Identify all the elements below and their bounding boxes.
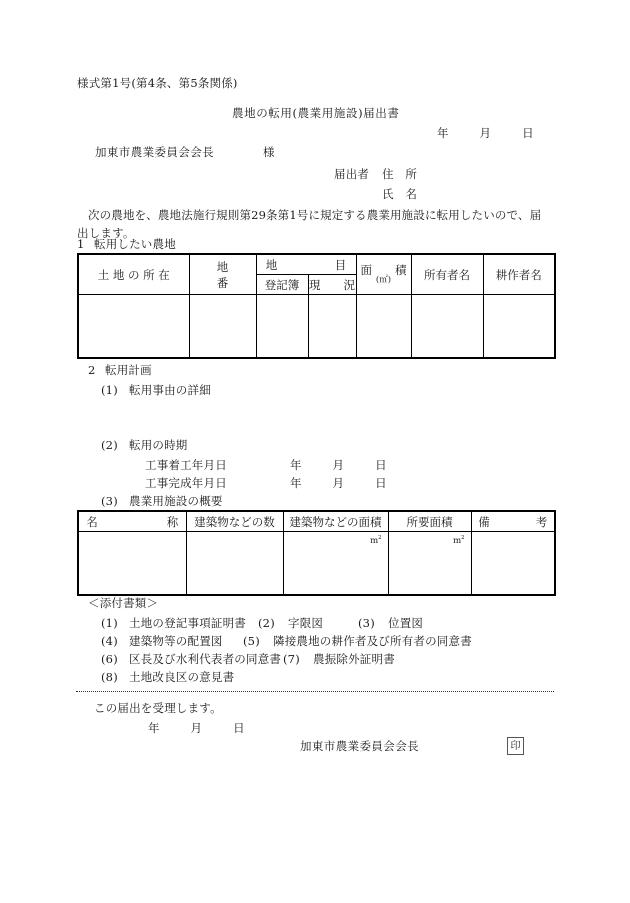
form-number: 様式第1号(第4条、第5条関係) (77, 76, 238, 90)
land-header-area-label: 面 積 (360, 262, 407, 277)
construction-start-label: 工事着工年月日 (145, 458, 227, 472)
section2-item1-value[interactable] (129, 405, 509, 435)
section2-number: 2 (88, 363, 96, 377)
land-header-location: 土 地 の 所 在 (78, 254, 189, 295)
facility-header-remarks: 備 考 (471, 511, 555, 532)
attachment-number-4: (4) (101, 634, 118, 648)
facility-cell-remarks[interactable] (471, 532, 555, 596)
section2-heading: 転用計画 (105, 363, 152, 377)
land-cell-lot-number[interactable] (189, 295, 256, 359)
land-cell-category-register[interactable] (256, 295, 308, 359)
attachment-number-5: (5) (243, 634, 260, 648)
addressee-honorific: 様 (263, 145, 275, 159)
land-cell-cultivator[interactable] (483, 295, 555, 359)
land-cell-area[interactable] (356, 295, 411, 359)
intro-paragraph-line-1: 次の農地を、農地法施行規則第29条第1号に規定する農業用施設に転用したいので、届 (88, 208, 542, 222)
attachment-label-6: 区長及び水利代表者の同意書 (129, 652, 282, 666)
facility-header-required-area: 所要面積 (388, 511, 471, 532)
receipt-statement: この届出を受理します。 (94, 701, 222, 715)
attachment-label-7: 農振除外証明書 (313, 652, 395, 666)
intro-paragraph-line-2: 出します。 (77, 226, 135, 240)
section2-item1-number: (1) (101, 383, 118, 397)
land-header-category-current: 現 況 (308, 275, 356, 295)
submitter-name-label: 氏 名 (382, 187, 418, 201)
section2-item3-number: (3) (101, 494, 118, 508)
attachment-label-3: 位置図 (388, 616, 424, 630)
attachment-number-8: (8) (101, 670, 118, 684)
facility-header-building-area: 建築物などの面積 (283, 511, 388, 532)
land-table-row (78, 295, 555, 359)
section2-item1-label: 転用事由の詳細 (129, 383, 211, 397)
document-title: 農地の転用(農業用施設)届出書 (232, 106, 400, 120)
submitter-address-label: 住 所 (382, 167, 418, 181)
attachment-label-1: 土地の登記事項証明書 (129, 616, 246, 630)
attachment-number-2: (2) (258, 616, 275, 630)
facility-header-name: 名 称 (78, 511, 186, 532)
facility-table-row (78, 532, 555, 596)
attachment-label-2: 字限図 (288, 616, 324, 630)
submitter-label: 届出者 (334, 167, 370, 181)
facility-table (77, 510, 556, 596)
facility-cell-building-area[interactable] (283, 532, 388, 596)
addressee-name: 加東市農業委員会会長 (95, 145, 214, 159)
construction-finish-date[interactable]: 年 月 日 (290, 476, 387, 490)
attachment-number-6: (6) (101, 652, 118, 666)
land-cell-owner[interactable] (411, 295, 483, 359)
land-table-header-row-1 (78, 254, 555, 275)
facility-table-header-row (78, 511, 555, 532)
land-header-area (356, 254, 411, 295)
land-cell-location[interactable] (78, 295, 189, 359)
land-header-area-unit: (㎡) (375, 274, 392, 285)
land-header-lot-number: 地 番 (189, 254, 256, 295)
land-table (77, 253, 556, 359)
construction-start-date[interactable]: 年 月 日 (290, 458, 387, 472)
attachment-label-4: 建築物等の配置図 (129, 634, 223, 648)
land-header-category: 地 目 (256, 254, 356, 275)
facility-cell-building-count[interactable] (186, 532, 283, 596)
land-header-category-register: 登記簿 (256, 275, 308, 295)
seal-stamp-box: 印 (507, 737, 524, 755)
facility-cell-name[interactable] (78, 532, 186, 596)
land-header-owner: 所有者名 (411, 254, 483, 295)
construction-finish-label: 工事完成年月日 (145, 476, 227, 490)
receipt-date-line[interactable]: 年 月 日 (148, 721, 245, 735)
attachments-heading: ＜添付書類＞ (88, 596, 159, 610)
building-area-unit-mark: $m^2$ (370, 535, 382, 546)
section2-item2-number: (2) (101, 438, 118, 452)
section1-number: 1 (77, 237, 85, 251)
dotted-separator-line (76, 691, 554, 692)
section2-item2-label: 転用の時期 (129, 438, 188, 452)
receipt-signer: 加東市農業委員会会長 (300, 739, 419, 753)
attachment-number-7: (7) (283, 652, 300, 666)
attachment-label-8: 土地改良区の意見書 (129, 670, 235, 684)
facility-header-building-count: 建築物などの数 (186, 511, 283, 532)
facility-cell-required-area[interactable] (388, 532, 471, 596)
required-area-unit-mark: $m^2$ (453, 535, 465, 546)
section2-item3-label: 農業用施設の概要 (129, 494, 223, 508)
attachment-number-1: (1) (101, 616, 118, 630)
attachment-number-3: (3) (358, 616, 375, 630)
submission-date-line: 年 月 日 (437, 126, 534, 140)
attachment-label-5: 隣接農地の耕作者及び所有者の同意書 (273, 634, 472, 648)
land-header-cultivator: 耕作者名 (483, 254, 555, 295)
land-cell-category-current[interactable] (308, 295, 356, 359)
section1-heading: 転用したい農地 (94, 237, 176, 251)
